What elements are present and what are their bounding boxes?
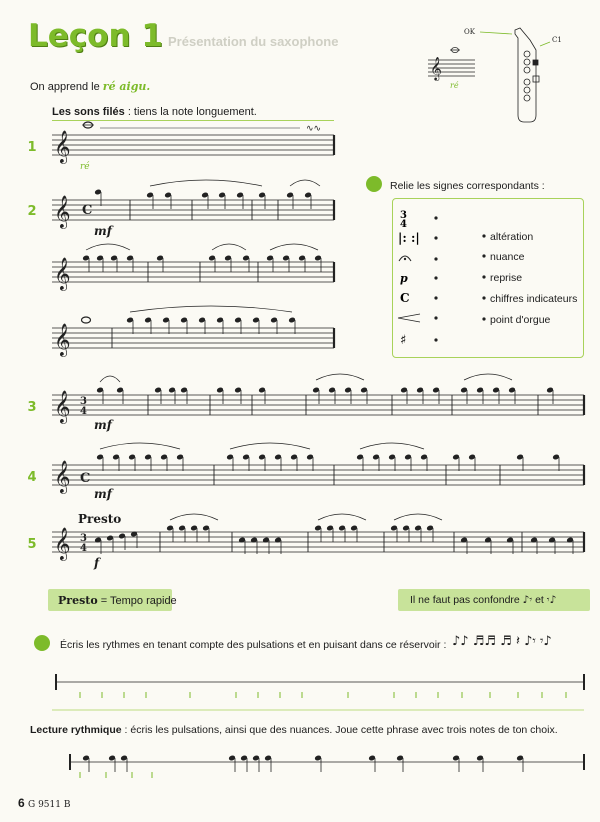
presto-term: Presto: [58, 594, 98, 607]
confusion-note: [410, 594, 556, 607]
ex1-trill: ∿∿: [306, 124, 322, 134]
exercise-number-3: 3: [27, 400, 37, 415]
rhythm-instruction: Écris les rythmes en tenant compte des pulsations et en puisant dans ce réservoir :: [60, 639, 447, 651]
match-signs: [392, 198, 582, 356]
fingering-ok-label: OK: [464, 28, 475, 36]
rhythm-reservoir-icons: ♪♪ ♬♬ ♬ 𝄽 ♪𝄾 𝄾♪: [452, 634, 552, 649]
ex3-slur: [316, 374, 364, 380]
svg-text:𝄞: 𝄞: [430, 56, 442, 80]
fingering-note-label: ré: [450, 81, 459, 90]
ex3-time-bottom: 4: [80, 406, 87, 417]
tempo-presto: Presto: [78, 512, 122, 526]
match-instruction: Relie les signes correspondants :: [390, 180, 545, 192]
ex5-clef: 𝄞: [54, 527, 71, 560]
pencil-icon: [34, 635, 50, 651]
eighth-note-rest-icon: ♪𝄾: [522, 594, 533, 606]
exercise-number-1: 1: [27, 140, 37, 155]
ex2-time-signature: C: [82, 203, 93, 218]
ex3-time-top: 3: [80, 396, 87, 407]
rest-eighth-note-icon: 𝄾♪: [546, 594, 557, 606]
ex4-time-signature: C: [80, 471, 91, 486]
exercise-number-5: 5: [27, 537, 37, 552]
ex2b-clef: 𝄞: [54, 257, 71, 290]
page-number: 6: [18, 796, 25, 810]
sign-sharp: ♯: [400, 333, 407, 348]
ex2b-slur: [86, 244, 130, 250]
ex3-slur: [100, 376, 120, 382]
ex2b-slur: [270, 244, 318, 250]
exercise-number-4: 4: [27, 470, 37, 485]
pencil-icon: [366, 176, 382, 192]
match-label-point-orgue: point d'orgue: [490, 314, 551, 326]
ex4-slur: [360, 443, 424, 449]
sign-common-time: C: [400, 291, 410, 305]
match-label-nuance: nuance: [490, 251, 525, 263]
ex2c-slur: [130, 306, 292, 312]
lesson-title: Leçon 1: [28, 18, 163, 54]
ex5-slur: [170, 514, 218, 520]
presto-definition: = Tempo rapide: [97, 595, 177, 607]
presto-note: [58, 594, 177, 607]
sons-files-text: : tiens la note longuement.: [124, 106, 257, 118]
ex4-slur: [230, 443, 310, 449]
sign-34-bottom: 4: [400, 219, 407, 230]
ex3-clef: 𝄞: [54, 390, 71, 423]
dynamic-mf-ex3: mf: [94, 418, 112, 432]
ex5-time-bottom: 4: [80, 543, 87, 554]
ghost-title: Présentation du saxophone: [168, 34, 339, 49]
reading-text: : écris les pulsations, ainsi que des nuances. Joue cette phrase avec trois notes de ton choix.: [121, 724, 558, 736]
ex5-slur: [318, 514, 366, 520]
ex3-slur: [464, 374, 512, 380]
match-label-reprise: reprise: [490, 272, 523, 284]
ex2c-whole-note: [82, 317, 91, 323]
sign-repeat: |: :|: [398, 231, 420, 245]
match-label-chiffres: chiffres indicateurs: [490, 293, 578, 305]
match-label-alteration: altération: [490, 231, 534, 243]
exercise-number-2: 2: [27, 204, 37, 219]
sign-34-top: 3: [400, 210, 407, 221]
ex5-time-top: 3: [80, 533, 87, 544]
intro-prefix: On apprend le: [30, 81, 100, 93]
page-footer: [18, 796, 70, 810]
ex4-slur: [100, 443, 180, 449]
catalog-code: G 9511 B: [28, 800, 71, 810]
dynamic-mf-ex4: mf: [94, 487, 112, 501]
reading-instruction: [30, 724, 558, 736]
ex2a-slur: [150, 180, 262, 186]
ex2a-clef: 𝄞: [54, 195, 71, 228]
ex4-clef: 𝄞: [54, 460, 71, 493]
ex5-slur: [394, 514, 442, 520]
sons-files-label: Les sons filés: [52, 106, 125, 118]
ex2a-slur: [290, 180, 320, 186]
dynamic-f-ex5: f: [94, 556, 100, 570]
confusion-and: et: [535, 594, 544, 606]
sign-piano: p: [400, 272, 408, 285]
ex2b-slur: [212, 244, 246, 250]
reading-label: Lecture rythmique: [30, 724, 122, 736]
ex1-note-label: ré: [80, 162, 90, 172]
dynamic-mf-ex2: mf: [94, 224, 112, 238]
sign-crescendo: [398, 314, 420, 322]
fingering-c1-label: C1: [552, 36, 562, 44]
intro-note: ré aigu.: [102, 80, 151, 93]
confusion-text: Il ne faut pas confondre: [410, 594, 520, 606]
ex2c-clef: 𝄞: [54, 323, 71, 356]
ex1-clef: 𝄞: [54, 130, 71, 163]
